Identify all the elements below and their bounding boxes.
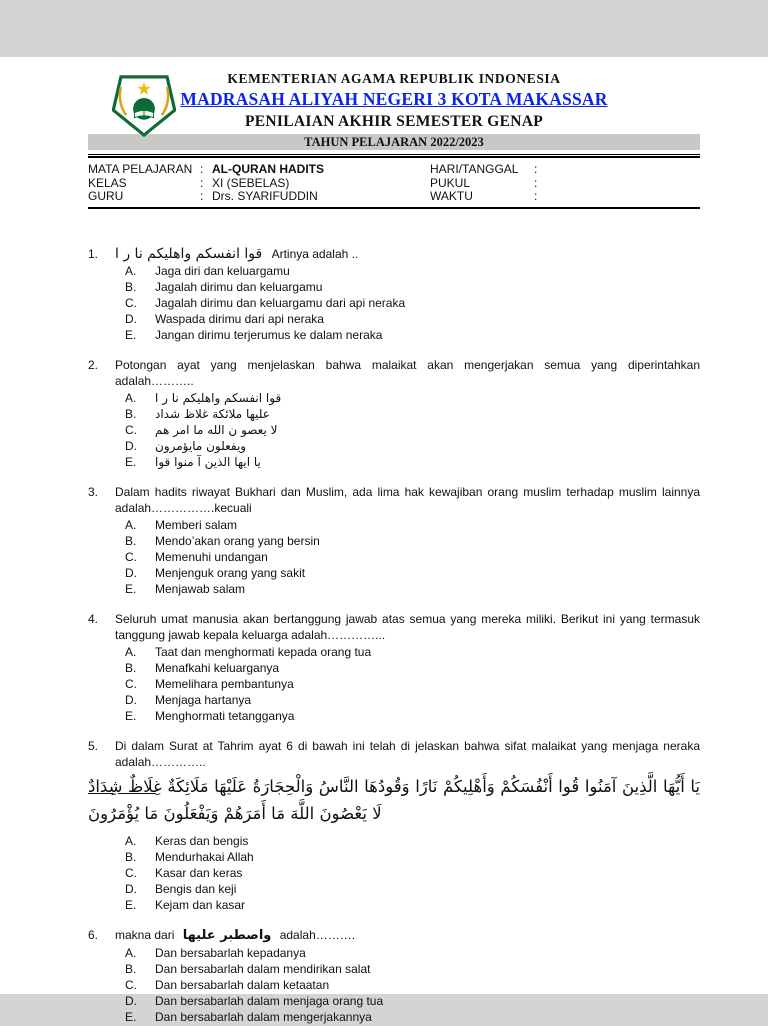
option-row	[88, 692, 700, 708]
option-row	[88, 533, 700, 549]
subject-label: MATA PELAJARAN	[88, 162, 193, 176]
option-letter: E.	[125, 328, 137, 343]
option-row	[88, 644, 700, 660]
question-text-latin: Artinya adalah ..	[271, 246, 359, 261]
option-row	[88, 406, 700, 422]
option-letter: B.	[125, 961, 137, 976]
question-number: 6.	[88, 927, 99, 942]
question-text: Dalam hadits riwayat Bukhari dan Muslim, ada lima hak kewajiban orang muslim terhadap muslim lainnya adalah…………….kecuali	[115, 484, 700, 515]
info-divider	[88, 207, 700, 209]
option-row	[88, 422, 700, 438]
question-text	[115, 246, 700, 262]
option-letter: C.	[125, 295, 137, 310]
option-letter: D.	[125, 312, 137, 327]
option-text	[155, 390, 700, 406]
option-row	[88, 517, 700, 533]
option-row	[88, 581, 700, 597]
time-value	[546, 177, 700, 191]
option-row	[88, 977, 700, 993]
question-6-head	[88, 927, 700, 944]
option-row	[88, 897, 700, 913]
option-letter: A.	[125, 644, 137, 659]
option-letter: C.	[125, 676, 137, 691]
option-text: Jangan dirimu terjerumus ke dalam neraka	[155, 328, 383, 343]
option-text: Menjaga hartanya	[155, 693, 252, 708]
question-5-head	[88, 738, 700, 770]
question-text: Potongan ayat yang menjelaskan bahwa malaikat akan mengerjakan semua yang diperintahkan adalah………..	[115, 357, 700, 388]
option-text: Taat dan menghormati kepada orang tua	[155, 644, 372, 659]
option-text: Menghormati tetangganya	[155, 709, 295, 724]
option-row	[88, 676, 700, 692]
option-letter: E.	[125, 455, 137, 470]
option-text: Menafkahi keluarganya	[155, 660, 280, 675]
option-text: Menjawab salam	[155, 582, 246, 597]
option-letter: A.	[125, 945, 137, 960]
option-row	[88, 833, 700, 849]
subject-value: AL-QURAN HADITS	[212, 162, 324, 176]
option-letter: B.	[125, 849, 137, 864]
option-row	[88, 565, 700, 581]
option-letter: A.	[125, 517, 137, 532]
questions-section	[88, 246, 700, 1026]
option-row	[88, 279, 700, 295]
question-text	[115, 927, 700, 944]
teacher-value: Drs. SYARIFUDDIN	[212, 189, 318, 203]
colon: :	[534, 175, 538, 190]
option-row	[88, 549, 700, 565]
option-row	[88, 708, 700, 724]
colon: :	[200, 175, 204, 190]
option-letter: B.	[125, 660, 137, 675]
info-row-subject	[88, 163, 700, 177]
option-text: Dan bersabarlah dalam menjaga orang tua	[155, 994, 384, 1009]
class-label: KELAS	[88, 175, 127, 190]
arabic-option: يا ايها الذين آ منوا قوا	[155, 455, 261, 470]
option-text: Keras dan bengis	[155, 833, 249, 848]
option-row	[88, 263, 700, 279]
question-number: 3.	[88, 484, 99, 499]
colon: :	[534, 162, 538, 176]
option-row	[88, 311, 700, 327]
document-page	[0, 57, 768, 1025]
question-text: Seluruh umat manusia akan bertanggung jawab atas semua yang mereka miliki. Berikut ini yang termasuk tanggung jawab kepala keluarga adalah…………...	[115, 611, 700, 642]
option-text	[155, 406, 700, 422]
colon: :	[200, 189, 204, 203]
arabic-option: عليها ملائكة غلاظ شداد	[155, 406, 270, 421]
option-row	[88, 295, 700, 311]
arabic-option: قوا انفسكم واهليكم نا ر ا	[155, 390, 282, 405]
time-label: PUKUL	[430, 175, 471, 190]
option-letter: B.	[125, 406, 137, 421]
question-1	[88, 246, 700, 344]
option-row	[88, 327, 700, 343]
option-text: Dan bersabarlah dalam mengerjakannya	[155, 1010, 372, 1025]
option-letter: B.	[125, 279, 137, 294]
option-text: Bengis dan keji	[155, 882, 237, 897]
option-row	[88, 438, 700, 454]
question-number: 1.	[88, 246, 99, 261]
question-number: 2.	[88, 357, 99, 372]
option-text: Jagalah dirimu dan keluargamu dari api neraka	[155, 295, 406, 310]
option-letter: D.	[125, 693, 137, 708]
question-text: Di dalam Surat at Tahrim ayat 6 di bawah ini telah di jelaskan bahwa sifat malaikat yang menjaga neraka adalah…………..	[115, 738, 700, 769]
question-4	[88, 611, 700, 725]
arabic-option: لا يعصو ن الله ما امر هم	[155, 422, 278, 437]
question-number: 5.	[88, 738, 99, 753]
date-value	[546, 163, 700, 177]
option-row	[88, 1009, 700, 1025]
date-label: HARI/TANGGAL	[430, 162, 519, 176]
verse-underlined-part: غِلَاظٌ شِدَادٌ	[88, 776, 162, 796]
option-text: Jaga diri dan keluargamu	[155, 263, 290, 278]
info-row-teacher	[88, 190, 700, 204]
teacher-label: GURU	[88, 189, 124, 203]
question-3-head	[88, 484, 700, 516]
duration-label: WAKTU	[430, 189, 473, 203]
page-content	[0, 57, 768, 1026]
option-row	[88, 993, 700, 1009]
option-letter: E.	[125, 582, 137, 597]
option-row	[88, 961, 700, 977]
school-year-band: TAHUN PELAJARAN 2022/2023	[88, 134, 700, 150]
option-letter: E.	[125, 709, 137, 724]
option-text	[155, 454, 700, 470]
option-row	[88, 390, 700, 406]
option-letter: C.	[125, 865, 137, 880]
verse-part-2: لَا يَعْصُونَ اللَّهَ مَا أَمَرَهُمْ وَيَفْعَلُونَ مَا يُؤْمَرُونَ	[88, 803, 382, 823]
option-text: Memenuhi undangan	[155, 549, 268, 564]
exam-info-table	[88, 163, 700, 204]
quran-verse-at-tahrim-6	[88, 773, 700, 827]
question-1-options	[88, 263, 700, 344]
kementerian-agama-logo-icon	[112, 72, 176, 138]
question-5-options	[88, 833, 700, 914]
question-3	[88, 484, 700, 598]
option-row	[88, 660, 700, 676]
option-text	[155, 422, 700, 438]
option-letter: A.	[125, 833, 137, 848]
question-4-head	[88, 611, 700, 643]
option-letter: D.	[125, 566, 137, 581]
option-text: Kasar dan keras	[155, 865, 243, 880]
option-row	[88, 881, 700, 897]
question-2-head	[88, 357, 700, 389]
option-letter: E.	[125, 898, 137, 913]
option-letter: D.	[125, 439, 137, 454]
school-name: MADRASAH ALIYAH NEGERI 3 KOTA MAKASSAR	[180, 89, 608, 109]
option-letter: A.	[125, 263, 137, 278]
exam-header	[88, 71, 700, 150]
option-row	[88, 945, 700, 961]
option-text: Mendo’akan orang yang bersin	[155, 533, 320, 548]
option-text: Dan bersabarlah kepadanya	[155, 945, 306, 960]
question-2	[88, 357, 700, 471]
option-text: Memberi salam	[155, 517, 238, 532]
option-letter: B.	[125, 533, 137, 548]
option-text	[155, 438, 700, 454]
question-6-options	[88, 945, 700, 1026]
question-4-options	[88, 644, 700, 725]
option-row	[88, 865, 700, 881]
info-row-class	[88, 177, 700, 191]
question-6	[88, 927, 700, 1026]
option-letter: D.	[125, 882, 137, 897]
question-3-options	[88, 517, 700, 598]
question-text-before: makna dari	[115, 927, 175, 942]
option-text: Waspada dirimu dari api neraka	[155, 312, 324, 327]
header-divider	[88, 154, 700, 158]
question-number: 4.	[88, 611, 99, 626]
option-letter: C.	[125, 549, 137, 564]
verse-part-1: يَا أَيُّهَا الَّذِينَ آمَنُوا قُوا أَنْفُسَكُمْ وَأَهْلِيكُمْ نَارًا وَقُودُهَا النَّاسُ وَالْحِجَارَةُ عَلَيْهَا مَلَائِكَةٌ	[167, 776, 700, 796]
arabic-option: ويفعلون مايؤمرون	[155, 439, 247, 454]
duration-value	[546, 190, 700, 204]
colon: :	[534, 189, 538, 203]
option-letter: E.	[125, 1010, 137, 1025]
option-text: Menjenguk orang yang sakit	[155, 566, 306, 581]
option-letter: A.	[125, 390, 137, 405]
ministry-line: KEMENTERIAN AGAMA REPUBLIK INDONESIA	[227, 71, 561, 86]
option-text: Mendurhakai Allah	[155, 849, 254, 864]
option-row	[88, 849, 700, 865]
option-text: Kejam dan kasar	[155, 898, 246, 913]
question-2-options	[88, 390, 700, 471]
colon: :	[200, 162, 204, 176]
question-text-after: adalah……….	[279, 927, 356, 942]
option-letter: C.	[125, 977, 137, 992]
arabic-phrase: واصطبر عليها	[182, 927, 272, 943]
question-5	[88, 738, 700, 914]
option-letter: C.	[125, 422, 137, 437]
option-text: Jagalah dirimu dan keluargamu	[155, 279, 323, 294]
class-value: XI (SEBELAS)	[212, 175, 290, 190]
question-1-head	[88, 246, 700, 262]
option-letter: D.	[125, 994, 137, 1009]
option-text: Memelihara pembantunya	[155, 676, 294, 691]
option-text: Dan bersabarlah dalam mendirikan salat	[155, 961, 371, 976]
option-row	[88, 454, 700, 470]
arabic-phrase: قوا انفسكم واهليكم نا ر ا	[115, 245, 263, 262]
option-text: Dan bersabarlah dalam ketaatan	[155, 977, 330, 992]
exam-title: PENILAIAN AKHIR SEMESTER GENAP	[245, 113, 543, 130]
emblem-icon	[112, 72, 176, 138]
